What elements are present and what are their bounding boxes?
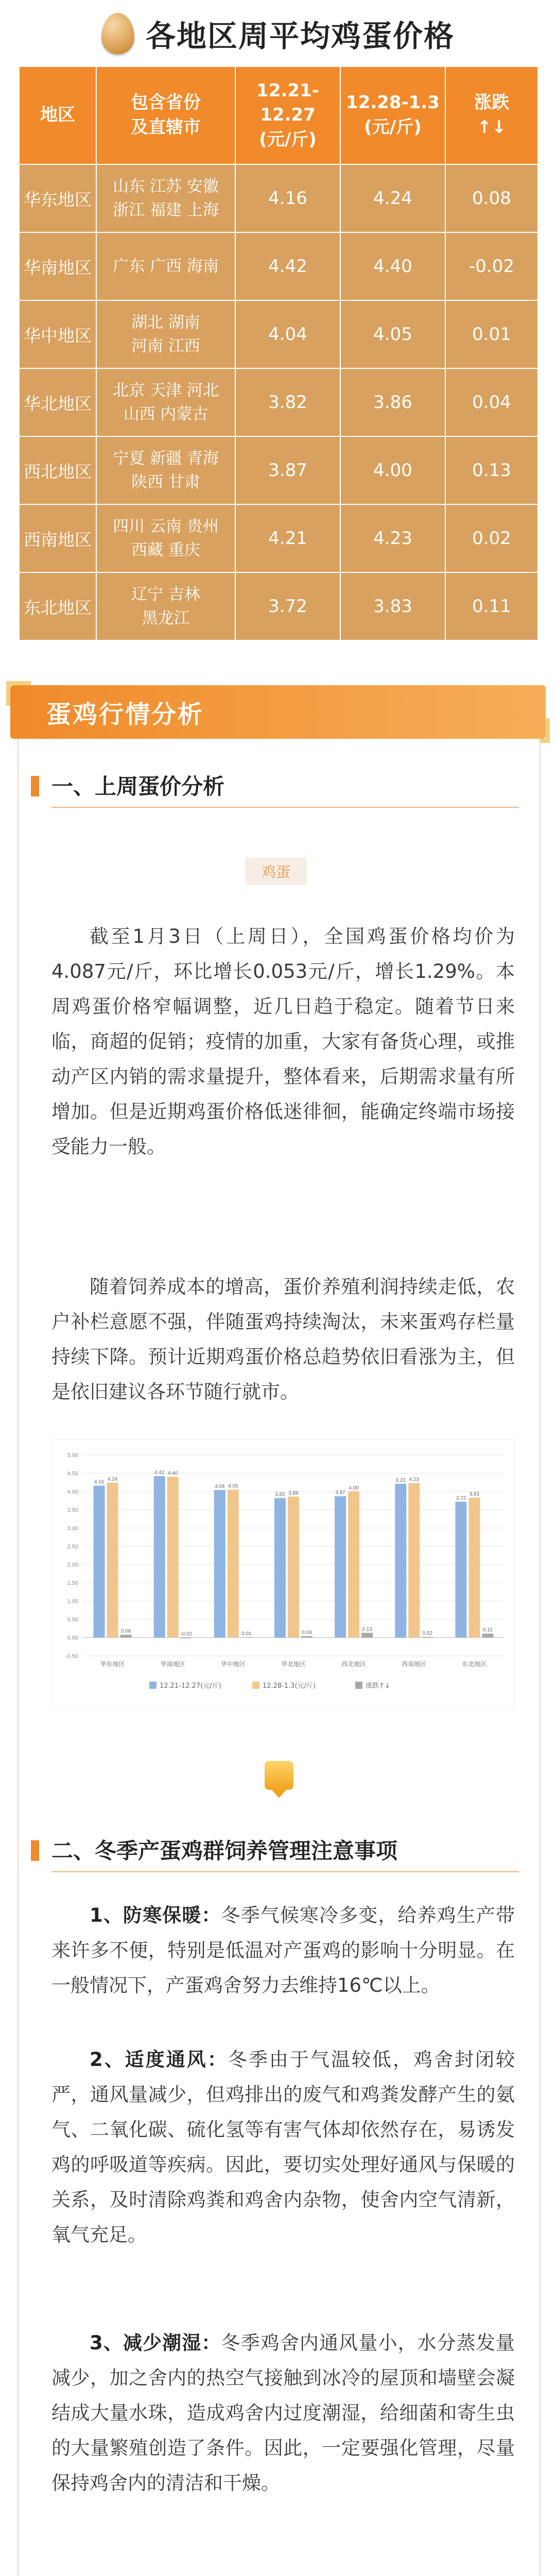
management-tip [51,1898,515,2003]
price-table [19,66,538,641]
data-label: 3.72 [456,1495,466,1501]
region-cell: 东北地区 [19,572,96,640]
legend-swatch [149,1682,157,1689]
data-label: 4.23 [409,1477,420,1483]
data-label: 0.13 [362,1626,372,1633]
chart-bar [455,1502,466,1638]
management-tip [51,2042,515,2252]
y-tick-label: 4.00 [67,1488,78,1495]
section-title: 蛋鸡行情分析 [46,700,204,729]
legend-label: 12.28-1.3(元/斤) [263,1682,316,1690]
data-label: 3.86 [288,1490,299,1496]
data-label: 4.24 [107,1476,118,1482]
chart-bar [361,1633,373,1637]
provinces-cell: 宁夏 新疆 青海 陕西 甘肃 [96,436,235,504]
data-label: 0.08 [120,1628,131,1634]
header-prev-week: 12.21-12.27 (元/斤) [235,66,340,164]
chart-bar [228,1489,239,1637]
page-title: 各地区周平均鸡蛋价格 [145,19,455,54]
page-header [0,0,556,67]
chart-bar [94,1486,105,1638]
legend-swatch [355,1682,362,1689]
curr-price-cell: 4.23 [340,504,445,572]
heading-bar [31,776,39,796]
x-tick-label: 东北地区 [462,1660,487,1668]
chart-bar [214,1490,225,1637]
table-row [19,232,538,300]
header-region: 地区 [19,66,96,164]
chart-bar [241,1637,252,1638]
data-label: 4.05 [228,1483,238,1489]
x-tick-label: 西北地区 [341,1660,367,1668]
y-tick-label: 5.00 [67,1452,78,1459]
y-tick-label: 1.00 [67,1598,78,1605]
data-label: 0.04 [302,1630,312,1636]
chart-bar [408,1483,420,1638]
content-card [18,739,541,2576]
header-provinces: 包含省份 及直辖市 [96,66,235,164]
y-tick-label: 3.50 [67,1507,78,1514]
data-label: -0.02 [180,1631,193,1637]
chart-bar [335,1496,346,1637]
region-cell: 西北地区 [19,436,96,504]
table-header-row [19,66,538,164]
table-row [19,504,538,572]
change-cell: 0.01 [445,300,538,368]
provinces-cell: 四川 云南 贵州 西藏 重庆 [96,504,235,572]
y-tick-label: 0.00 [67,1635,78,1641]
x-tick-label: 华北地区 [281,1660,306,1668]
chart-bar [482,1634,493,1638]
x-tick-label: 华东地区 [100,1660,125,1668]
data-label: 4.00 [349,1485,359,1491]
chart-bar [288,1497,299,1638]
analysis-paragraph-2: 随着饲养成本的增高，蛋价养殖利润持续走低，农户补栏意愿不强，伴随蛋鸡持续淘汰，未来蛋鸡存栏量持续下降。预计近期鸡蛋价格总趋势依旧看涨为主，但是依旧建议各环节随行就市。 [51,1276,515,1403]
heading-bar [31,1840,39,1861]
y-tick-label: 2.00 [67,1562,78,1568]
management-tip [51,2573,515,2576]
chart-bar [395,1484,406,1638]
region-cell: 西南地区 [19,504,96,572]
provinces-cell: 广东 广西 海南 [96,232,235,300]
tip-keyword: 3、减少潮湿： [90,2332,221,2354]
curr-price-cell: 4.24 [340,164,445,232]
prev-price-cell: 4.16 [235,164,340,232]
egg-tag-label: 鸡蛋 [245,857,307,885]
prev-price-cell: 4.42 [235,232,340,300]
analysis-paragraph-1: 截至1月3日（上周日），全国鸡蛋价格均价为4.087元/斤，环比增长0.053元/斤，增长1.29%。本周鸡蛋价格窄幅调整，近几日趋于稳定。随着节日来临，商超的促销；疫情的加重，大家有备货心理，或推动产区内销的需求量提升，整体看来，后期需求量有所增加。但是近期鸡蛋价格低迷徘徊，能确定终端市场接受能力一般。 [51,925,515,1158]
data-label: 3.87 [335,1490,345,1496]
chart-bar [348,1492,359,1638]
tip-text: 冬季鸡舍内通风量小，水分蒸发量减少，加之舍内的热空气接触到冰冷的屋顶和墙壁会凝结成大量水珠，造成鸡舍内过度潮湿，给细菌和寄生虫的大量繁殖创造了条件。因此，一定要强化管理，尽量保持鸡舍内的清洁和干燥。 [51,2332,515,2494]
chart-bar [154,1476,165,1637]
change-cell: 0.04 [445,368,538,436]
data-label: 0.01 [241,1631,252,1637]
table-row [19,436,538,504]
prev-price-cell: 3.82 [235,368,340,436]
tip-text: 冬季气候寒冷多变，给养鸡生产带来许多不便，特别是低温对产蛋鸡的影响十分明显。在一般情况下，产蛋鸡舍努力去维持16℃以上。 [51,1904,515,1996]
curr-price-cell: 4.05 [340,300,445,368]
region-cell: 华南地区 [19,232,96,300]
provinces-cell: 北京 天津 河北 山西 内蒙古 [96,368,235,436]
table-row [19,300,538,368]
table-row [19,164,538,232]
data-label: 3.82 [275,1492,285,1498]
curr-price-cell: 4.40 [340,232,445,300]
header-change: 涨跌 ↑↓ [445,66,538,164]
chart-bar [301,1636,312,1638]
header-curr-week: 12.28-1.3 (元/斤) [340,66,445,164]
chart-bar [120,1635,132,1638]
data-label: 4.40 [167,1470,178,1477]
egg-icon [101,13,134,54]
change-cell: -0.02 [445,232,538,300]
heading-price-analysis [19,770,540,811]
data-label: 4.04 [215,1484,225,1490]
curr-price-cell: 3.83 [340,572,445,640]
change-cell: 0.13 [445,436,538,504]
price-bar-chart [51,1439,515,1707]
y-tick-label: 0.50 [67,1617,78,1623]
legend-label: 12.21-12.27(元/斤) [160,1682,221,1690]
chart-bar [468,1498,480,1638]
prev-price-cell: 3.72 [235,572,340,640]
data-label: 3.83 [469,1491,480,1497]
management-tip [51,2326,515,2501]
x-tick-label: 华中地区 [220,1660,246,1668]
heading-text: 二、冬季产蛋鸡群饲养管理注意事项 [51,1838,398,1863]
region-cell: 华东地区 [19,164,96,232]
change-cell: 0.02 [445,504,538,572]
chart-bar [107,1483,118,1638]
pointer-icon [265,1761,293,1790]
y-tick-label: 1.50 [67,1580,78,1587]
y-tick-label: 3.00 [67,1525,78,1532]
heading-divider [51,1871,519,1872]
change-cell: 0.08 [445,164,538,232]
table-row [19,368,538,436]
curr-price-cell: 4.00 [340,436,445,504]
data-label: 0.11 [483,1627,493,1633]
data-label: 4.21 [395,1478,406,1484]
provinces-cell: 湖北 湖南 河南 江西 [96,300,235,368]
curr-price-cell: 3.86 [340,368,445,436]
x-tick-label: 华南地区 [160,1660,185,1668]
prev-price-cell: 3.87 [235,436,340,504]
tip-text: 冬季由于气温较低，鸡舍封闭较严，通风量减少，但鸡排出的废气和鸡粪发酵产生的氨气、二氧化碳、硫化氢等有害气体却依然存在，易诱发鸡的呼吸道等疾病。因此，要切实处理好通风与保暖的关系，及时清除鸡粪和鸡舍内杂物，使舍内空气清新，氧气充足。 [51,2048,515,2246]
provinces-cell: 山东 江苏 安徽 浙江 福建 上海 [96,164,235,232]
provinces-cell: 辽宁 吉林 黑龙江 [96,572,235,640]
tip-keyword: 2、适度通风： [90,2048,228,2071]
tip-keyword: 1、防寒保暖： [90,1904,221,1926]
region-cell: 华中地区 [19,300,96,368]
table-row [19,572,538,640]
section-banner [10,685,546,739]
change-cell: 0.11 [445,572,538,640]
price-table-wrapper [19,66,537,641]
y-tick-label: -0.50 [65,1653,78,1659]
chart-bar [274,1498,286,1638]
heading-text: 一、上周蛋价分析 [51,774,225,799]
legend-label: 涨跌↑↓ [366,1682,390,1690]
y-tick-label: 2.50 [67,1544,78,1550]
data-label: 4.16 [94,1479,105,1485]
data-label: 0.02 [422,1631,433,1637]
chart-bar [167,1477,179,1638]
heading-divider [51,807,519,808]
y-tick-label: 4.50 [67,1470,78,1477]
legend-swatch [252,1682,259,1689]
data-label: 4.42 [154,1470,165,1476]
region-cell: 华北地区 [19,368,96,436]
prev-price-cell: 4.21 [235,504,340,572]
x-tick-label: 西南地区 [402,1660,427,1668]
heading-management [19,1834,540,1875]
prev-price-cell: 4.04 [235,300,340,368]
